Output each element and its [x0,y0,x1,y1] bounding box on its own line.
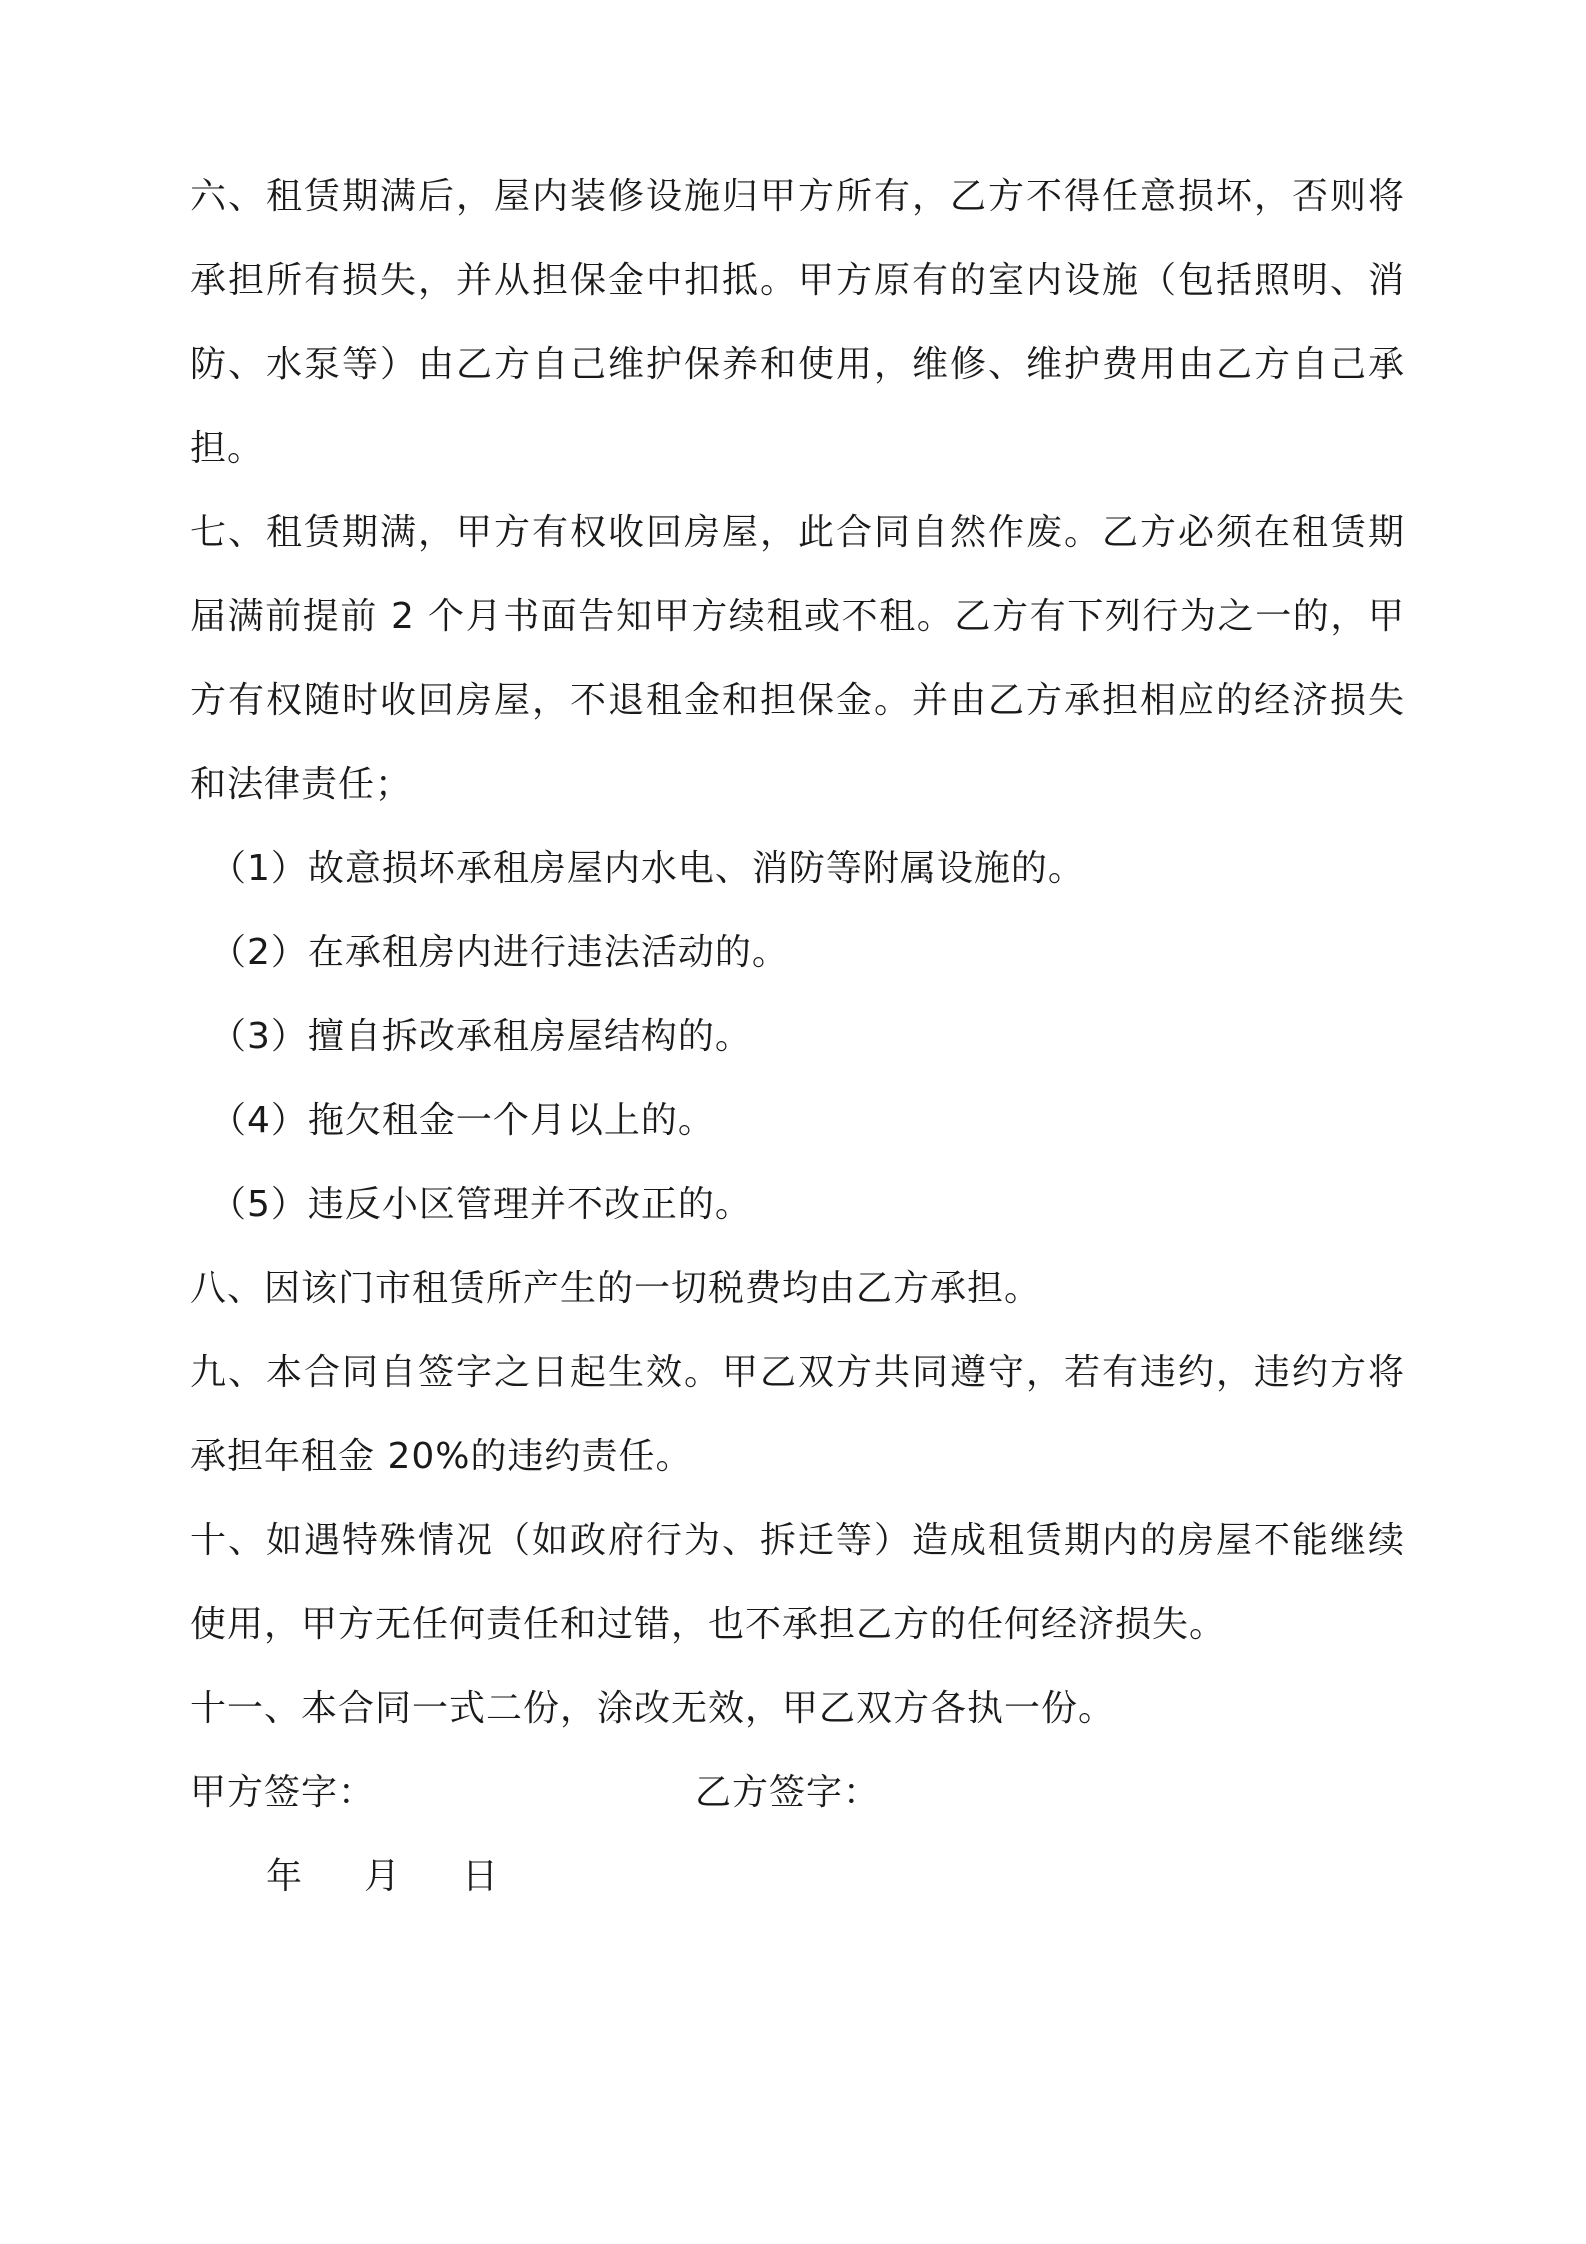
signature-row [190,1751,1405,1835]
clause-seven-item-3: （3）擅自拆改承租房屋结构的。 [210,1016,752,1057]
date-month-label: 月 [364,1856,402,1897]
date-line [190,1835,1405,1919]
clause-seven: 七、租赁期满，甲方有权收回房屋，此合同自然作废。乙方必须在租赁期届满前提前 2 个月书面告知甲方续租或不租。乙方有下列行为之一的，甲方有权随时收回房屋，不退租金和担保金。并由乙方承担相应的经济损失和法律责任； [190,512,1405,805]
date-year-label: 年 [266,1856,304,1897]
clause-ten: 十、如遇特殊情况（如政府行为、拆迁等）造成租赁期内的房屋不能继续使用，甲方无任何责任和过错，也不承担乙方的任何经济损失。 [190,1520,1405,1645]
party-a-signature-label: 甲方签字： [190,1772,376,1813]
clause-seven-item-4: （4）拖欠租金一个月以上的。 [210,1100,715,1141]
clause-nine: 九、本合同自签字之日起生效。甲乙双方共同遵守，若有违约，违约方将承担年租金 20%的违约责任。 [190,1352,1405,1477]
clause-six: 六、租赁期满后，屋内装修设施归甲方所有，乙方不得任意损坏，否则将承担所有损失，并从担保金中扣抵。甲方原有的室内设施（包括照明、消防、水泵等）由乙方自己维护保养和使用，维修、维护费用由乙方自己承担。 [190,176,1405,469]
clause-eight: 八、因该门市租赁所产生的一切税费均由乙方承担。 [190,1268,1042,1309]
party-b-signature-label: 乙方签字： [695,1772,881,1813]
clause-seven-item-2: （2）在承租房内进行违法活动的。 [210,932,789,973]
clause-eleven: 十一、本合同一式二份，涂改无效，甲乙双方各执一份。 [190,1688,1116,1729]
contract-body [190,155,1405,1919]
clause-seven-item-5: （5）违反小区管理并不改正的。 [210,1184,752,1225]
date-day-label: 日 [462,1856,500,1897]
clause-seven-item-1: （1）故意损坏承租房屋内水电、消防等附属设施的。 [210,848,1085,889]
